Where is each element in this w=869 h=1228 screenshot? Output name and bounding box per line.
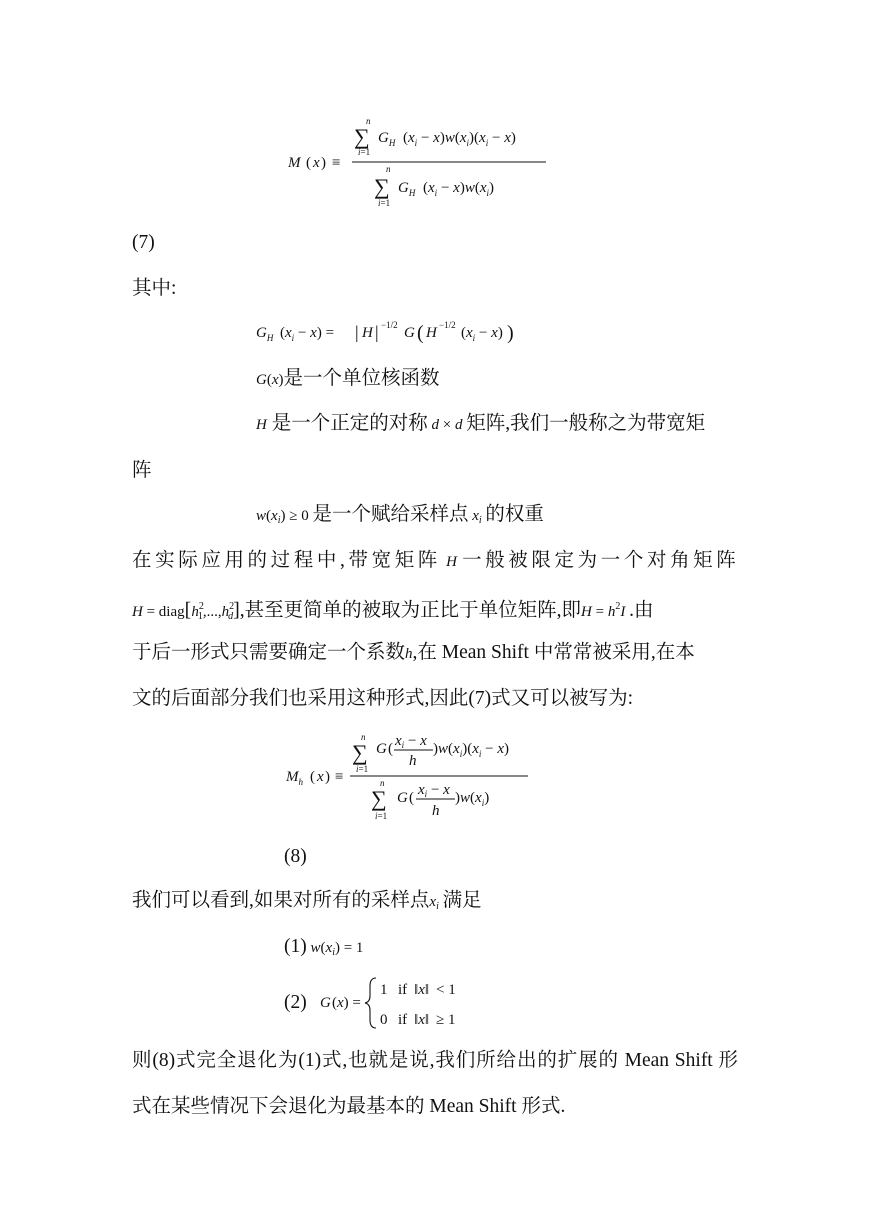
svg-text:≥ 1: ≥ 1 <box>436 1012 456 1028</box>
svg-text:x: x <box>317 769 324 785</box>
equation-7-tag: (7) <box>132 232 155 253</box>
svg-text:(xi − x)w(xi): $(x_i - x)w(x_i)$ <box>423 180 495 198</box>
def-H-line: H 是一个正定的对称 d × d 矩阵,我们一般称之为带宽矩 <box>256 413 706 434</box>
para1-line2: $H = diag[h^2_1,...,h^2_d]$,甚至更简单的被取为正比于单位矩阵,即$H = h^2I$ .由 <box>132 599 654 622</box>
svg-text:h: h <box>409 753 417 769</box>
equation-GH-definition <box>254 316 524 350</box>
svg-text:H: H <box>362 325 373 341</box>
def-w-line: $w(x_i) \ge 0$ 是一个赋给采样点 $x_i$ 的权重 <box>256 504 544 526</box>
svg-text:≡: ≡ <box>332 155 341 171</box>
svg-text:GH: $G_H$ <box>378 130 396 148</box>
svg-text:‖x‖: ‖x‖ <box>414 1012 430 1028</box>
svg-text:n: n <box>366 116 371 126</box>
svg-text:−1/2: −1/2 <box>381 320 398 330</box>
svg-text:): ) <box>507 322 514 344</box>
equation-8-tag: (8) <box>284 846 307 867</box>
def-H-text-1: 是一个正定的对称 <box>271 413 428 434</box>
svg-text:)w(xi): )$w(x_i)$ <box>455 790 490 808</box>
svg-text:G: G <box>320 995 331 1011</box>
svg-text:−1/2: −1/2 <box>439 320 456 330</box>
svg-text:i=1: i=1 <box>375 811 388 821</box>
condition-1: (1) $w(x_i) = 1$ <box>284 936 364 958</box>
def-H-text-3: 阵 <box>132 460 152 481</box>
para2: 我们可以看到,如果对所有的采样点$x_i$ 满足 <box>132 890 482 912</box>
svg-text:(xi − x) =: $(x_i - x)$ = <box>280 325 335 343</box>
svg-text:(xi − x)w(xi)(xi − x): $(x_i - x)w(x_i)(x_i - x)$ <box>403 130 516 148</box>
svg-text:xi − x: $x_i - x$ <box>395 733 427 750</box>
svg-text:H: H <box>426 325 437 341</box>
svg-text:if: if <box>398 982 408 998</box>
svg-text:x: x <box>313 155 320 171</box>
svg-text:Mh: $M_h$ <box>286 769 303 787</box>
svg-text:n: n <box>380 778 385 788</box>
para1-line3: 于后一形式只需要确定一个系数h,在 Mean Shift 中常常被采用,在本 <box>132 642 695 663</box>
def-w-text-2: 的权重 <box>485 504 544 525</box>
svg-text:)w(xi)(xi − x): )$w(x_i)(x_i - x)$ <box>433 741 510 759</box>
svg-text:i=1: i=1 <box>378 198 391 208</box>
svg-text:M: M <box>288 155 301 171</box>
svg-text:GH: $G_H$ <box>398 180 416 198</box>
svg-text:∑: ∑ <box>354 124 370 149</box>
svg-text:(: ( <box>310 769 315 785</box>
svg-text:G: G <box>404 325 415 341</box>
svg-text:(xi − x): $(x_i - x)$ <box>461 325 503 343</box>
svg-text:|: | <box>375 322 379 342</box>
svg-text:GH: $G_H$ <box>256 325 274 343</box>
condition-2-piecewise <box>318 972 468 1034</box>
para1-line4: 文的后面部分我们也采用这种形式,因此(7)式又可以被写为: <box>132 688 634 709</box>
svg-text:|: | <box>355 322 359 342</box>
svg-text:n: n <box>386 164 391 174</box>
def-H-text-2: 矩阵,我们一般称之为带宽矩 <box>466 413 706 434</box>
svg-text:): ) <box>321 155 326 171</box>
equation-7 <box>280 112 560 217</box>
svg-text:(: ( <box>409 790 414 806</box>
svg-text:(: ( <box>417 322 424 344</box>
def-G-line: G(x)是一个单位核函数 <box>256 368 440 389</box>
svg-text:G: G <box>397 790 408 806</box>
svg-text:< 1: < 1 <box>436 982 456 998</box>
svg-text:≡: ≡ <box>335 769 344 785</box>
svg-text:i=1: i=1 <box>356 764 369 774</box>
svg-text:0: 0 <box>380 1012 388 1028</box>
svg-text:G: G <box>376 741 387 757</box>
svg-text:(: ( <box>306 155 311 171</box>
math-H: H <box>256 417 267 433</box>
svg-text:1: 1 <box>380 982 388 998</box>
svg-text:xi − x: $x_i - x$ <box>418 782 450 799</box>
equation-8 <box>280 728 540 828</box>
para3-line2: 式在某些情况下会退化为最基本的 Mean Shift 形式. <box>132 1096 566 1117</box>
svg-text:‖x‖: ‖x‖ <box>414 982 430 998</box>
svg-text:(x) =: (x) = <box>332 995 361 1011</box>
svg-text:∑: ∑ <box>352 740 368 765</box>
def-G-text: 是一个单位核函数 <box>283 368 440 389</box>
condition-1-label: (1) <box>284 936 307 957</box>
math-Gx: G <box>256 372 267 388</box>
svg-text:h: h <box>432 803 440 819</box>
svg-text:(: ( <box>388 741 393 757</box>
def-w-text-1: 是一个赋给采样点 <box>312 504 469 525</box>
svg-text:if: if <box>398 1012 408 1028</box>
para3-line1: 则(8)式完全退化为(1)式,也就是说,我们所给出的扩展的 Mean Shift 形 <box>132 1050 738 1071</box>
condition-2-label: (2) <box>284 992 307 1013</box>
svg-text:i=1: i=1 <box>358 147 371 157</box>
where-label: 其中: <box>132 278 177 299</box>
svg-text:): ) <box>325 769 330 785</box>
svg-text:∑: ∑ <box>374 174 390 199</box>
para1-line1: 在实际应用的过程中,带宽矩阵 H 一般被限定为一个对角矩阵 <box>132 550 738 571</box>
svg-text:∑: ∑ <box>371 786 387 811</box>
svg-text:n: n <box>361 732 366 742</box>
